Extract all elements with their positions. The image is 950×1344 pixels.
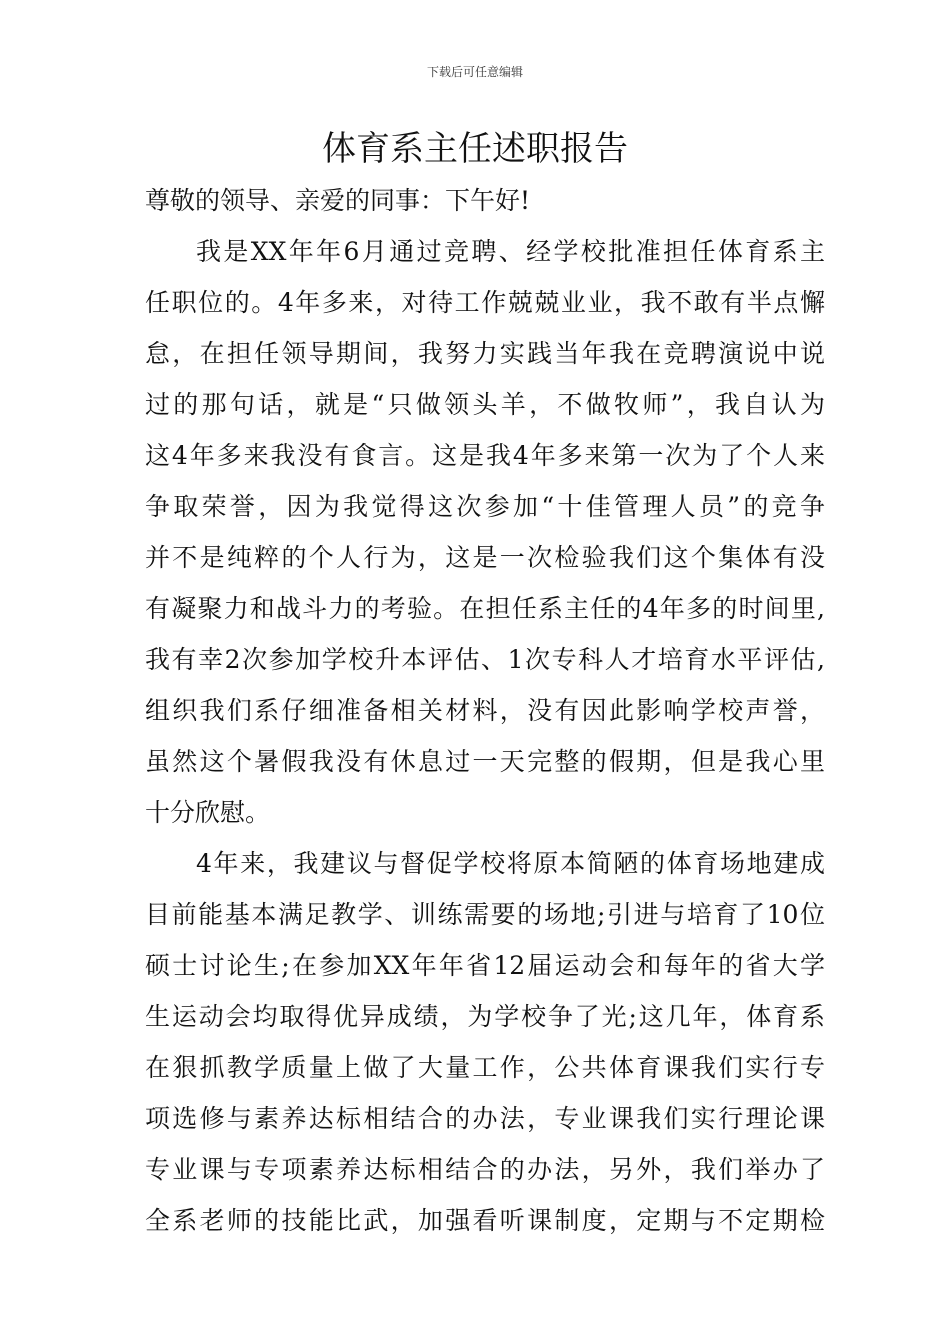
text-line: 目前能基本满足教学、训练需要的场地;引进与培育了10位 (145, 900, 825, 929)
text-line: 并不是纯粹的个人行为，这是一次检验我们这个集体有没 (145, 543, 825, 572)
text-line: 硕士讨论生;在参加XX年年省12届运动会和每年的省大学 (145, 951, 825, 980)
text-line: 我有幸2次参加学校升本评估、1次专科人才培育水平评估, (145, 645, 825, 674)
document-title: 体育系主任述职报告 (322, 129, 628, 169)
text-line: 全系老师的技能比武，加强看听课制度，定期与不定期检 (145, 1206, 825, 1235)
paragraph-1 (145, 226, 825, 838)
text-line: 虽然这个暑假我没有休息过一天完整的假期，但是我心里 (145, 747, 825, 776)
text-line: 组织我们系仔细准备相关材料，没有因此影响学校声誉， (145, 696, 825, 725)
text-line: 生运动会均取得优异成绩，为学校争了光;这几年，体育系 (145, 1002, 825, 1031)
text-line: 十分欣慰。 (145, 798, 271, 827)
text-line: 任职位的。4年多来，对待工作兢兢业业，我不敢有半点懈 (145, 288, 825, 317)
text-line: 这4年多来我没有食言。这是我4年多来第一次为了个人来 (145, 441, 825, 470)
header-note: 下载后可任意编辑 (426, 65, 523, 79)
text-line: 争取荣誉，因为我觉得这次参加“十佳管理人员”的竞争 (145, 492, 825, 521)
text-line: 我是XX年年6月通过竞聘、经学校批准担任体育系主 (196, 237, 825, 266)
greeting-line: 尊敬的领导、亲爱的同事：下午好! (145, 186, 531, 215)
document-body (145, 175, 825, 1246)
text-line: 在狠抓教学质量上做了大量工作，公共体育课我们实行专 (145, 1053, 825, 1082)
text-line: 怠，在担任领导期间，我努力实践当年我在竞聘演说中说 (145, 339, 825, 368)
text-line: 过的那句话，就是“只做领头羊，不做牧师”，我自认为 (145, 390, 825, 419)
text-line: 4年来，我建议与督促学校将原本简陋的体育场地建成 (196, 849, 825, 878)
paragraph-2 (145, 838, 825, 1246)
text-line: 有凝聚力和战斗力的考验。在担任系主任的4年多的时间里, (145, 594, 825, 623)
text-line: 项选修与素养达标相结合的办法，专业课我们实行理论课 (145, 1104, 825, 1133)
text-line: 专业课与专项素养达标相结合的办法，另外，我们举办了 (145, 1155, 825, 1184)
